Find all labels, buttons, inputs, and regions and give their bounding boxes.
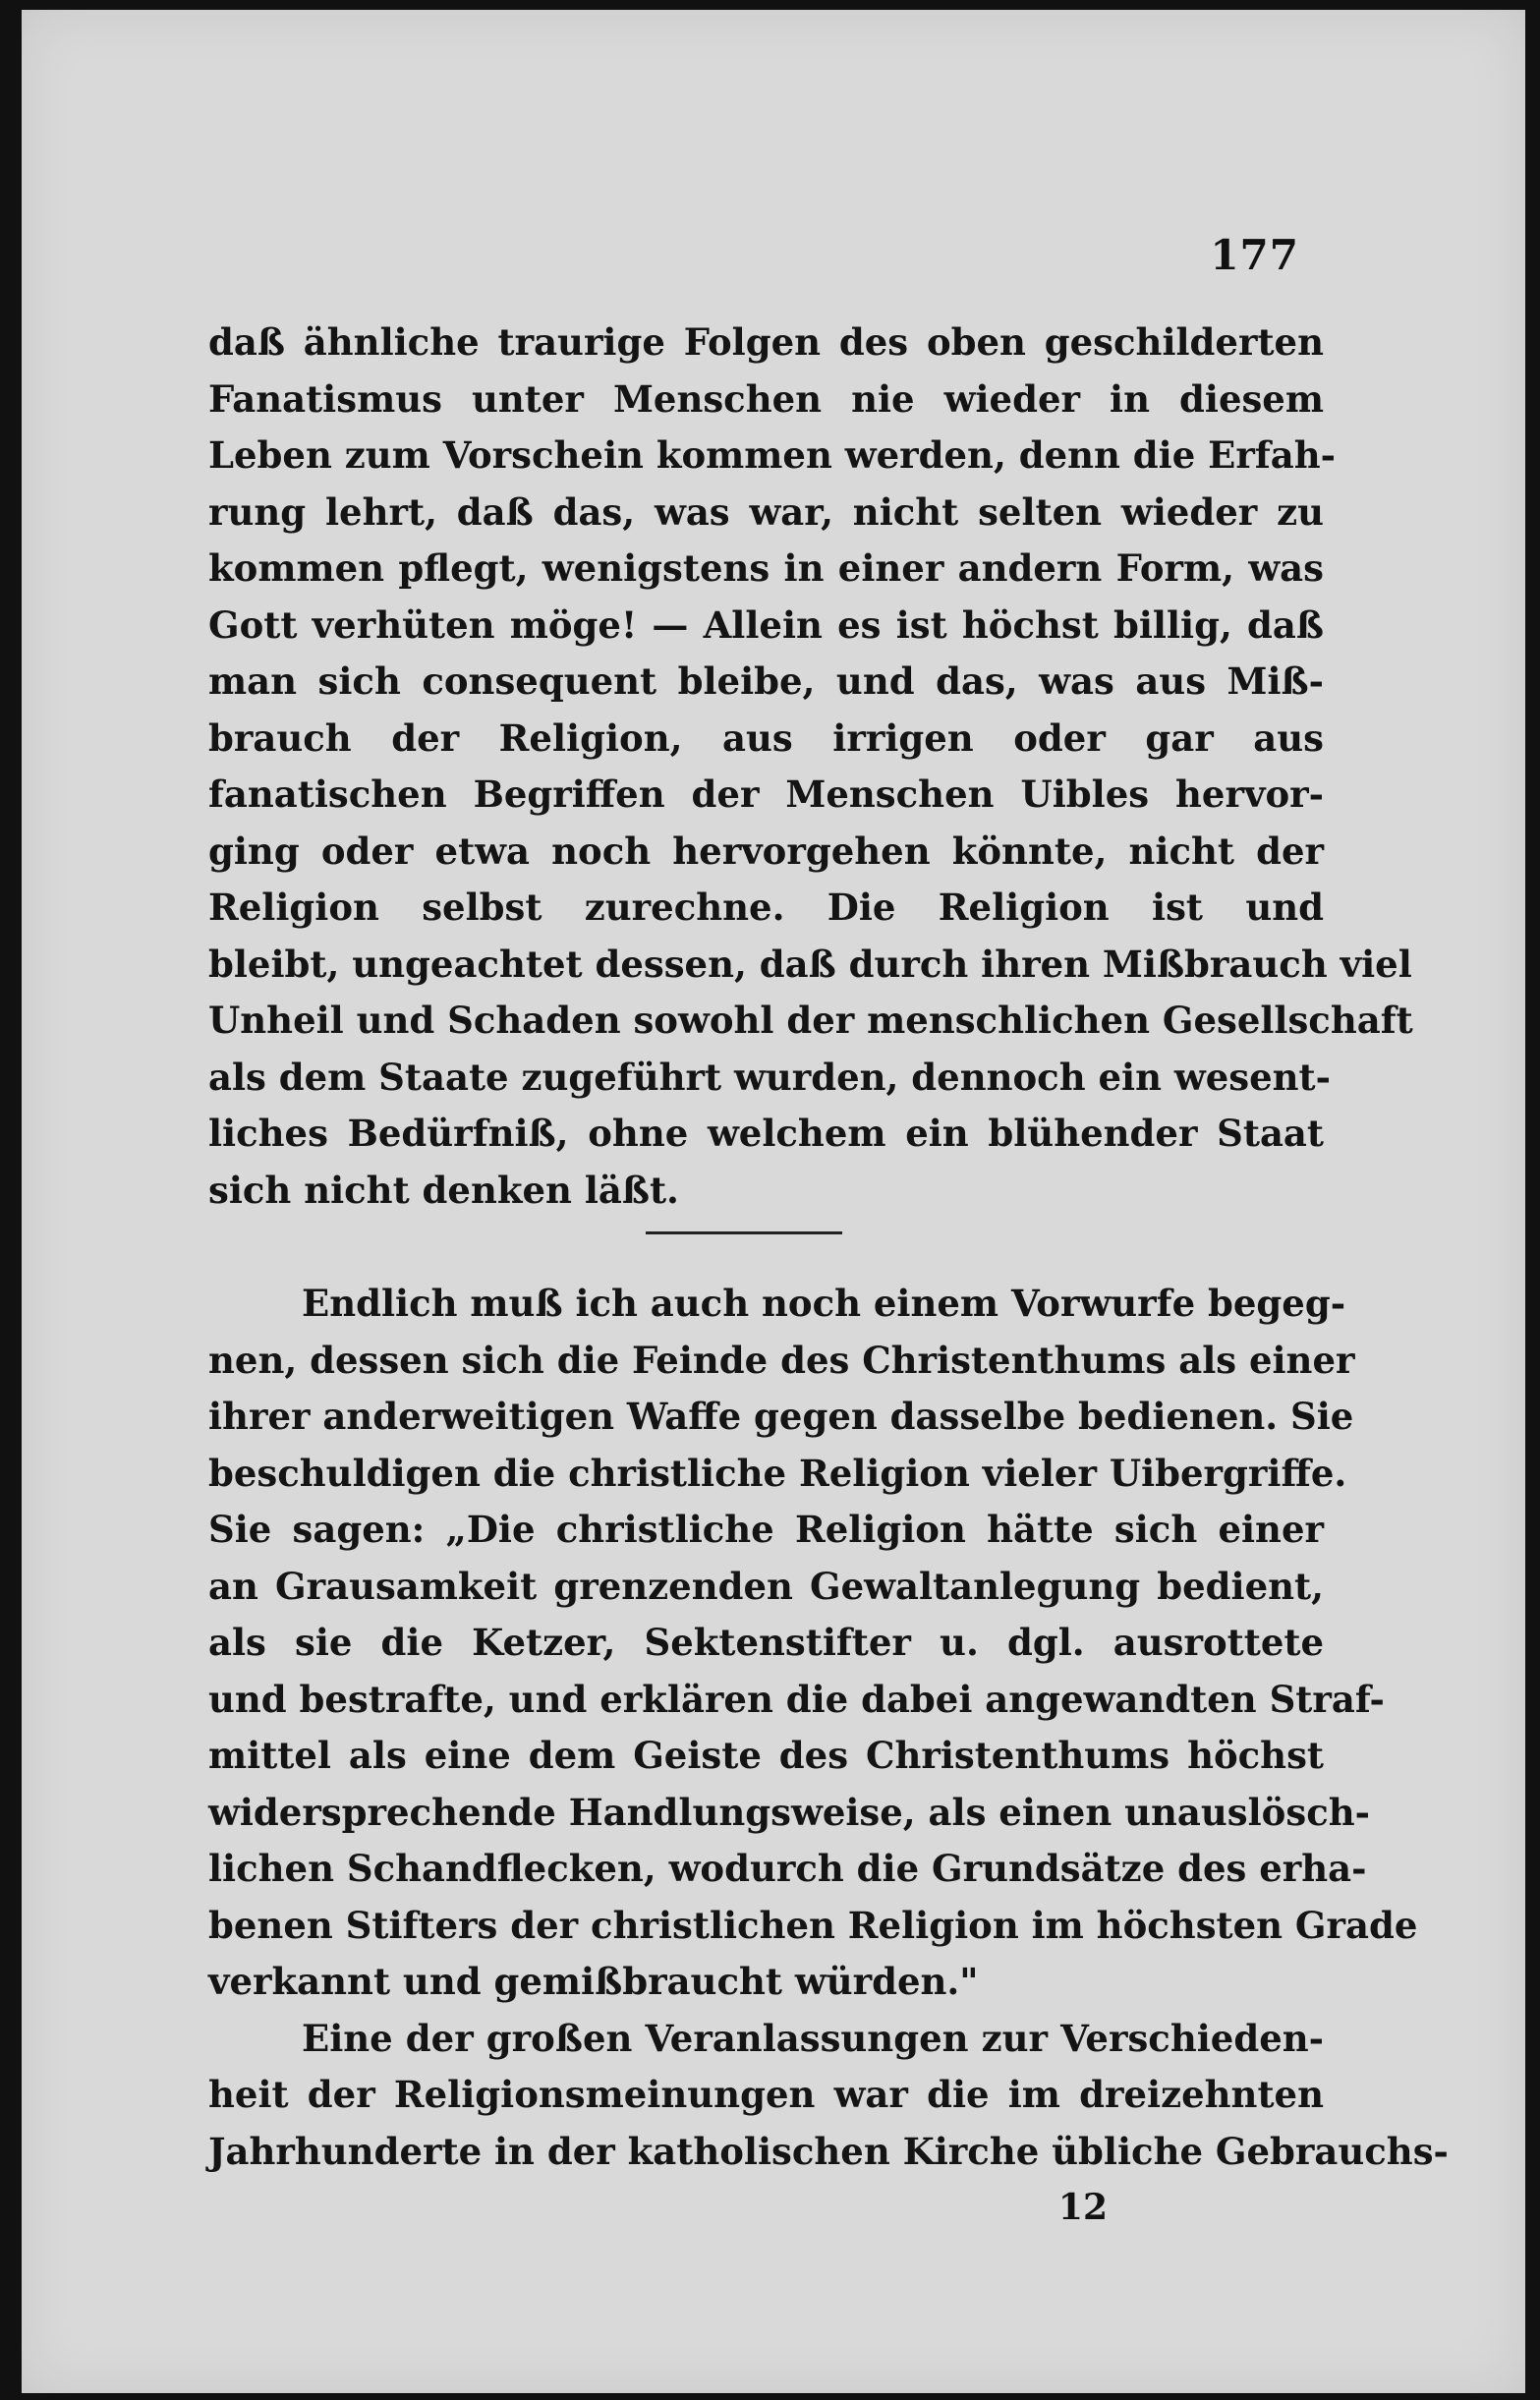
text-line: Sie sagen: „Die christliche Religion hätte sich einer	[208, 1508, 1324, 1551]
text-line: beschuldigen die christliche Religion vieler Uibergriffe.	[208, 1451, 1347, 1495]
text-line: und bestrafte, und erklären die dabei angewandten Straf-	[208, 1677, 1385, 1721]
text-line: an Grausamkeit grenzenden Gewaltanlegung bedient,	[208, 1564, 1324, 1608]
text-line: man sich consequent bleibe, und das, was aus Miß-	[208, 659, 1324, 703]
text-line: als sie die Ketzer, Sektenstifter u. dgl. ausrottete	[208, 1621, 1324, 1664]
paragraph-1	[208, 314, 1413, 1219]
text-line: kommen pflegt, wenigstens in einer andern Form, was	[208, 546, 1324, 590]
text-line: nen, dessen sich die Feinde des Christenthums als einer	[208, 1338, 1355, 1382]
text-line: fanatischen Begriffen der Menschen Uibles hervor-	[208, 772, 1324, 816]
text-line: ging oder etwa noch hervorgehen könnte, nicht der	[208, 829, 1324, 873]
text-line: Gott verhüten möge! — Allein es ist höchst billig, daß	[208, 602, 1324, 647]
paragraph-2	[208, 1276, 1449, 2180]
text-line: als dem Staate zugeführt wurden, dennoch ein wesent-	[208, 1055, 1331, 1099]
text-line: widersprechende Handlungsweise, als einen unauslösch-	[208, 1790, 1370, 1834]
section-divider	[646, 1231, 842, 1234]
text-line: mittel als eine dem Geiste des Christenthums höchst	[208, 1734, 1324, 1777]
book-page	[22, 10, 1525, 2393]
text-line: Eine der großen Veranlassungen zur Verschieden-	[302, 2016, 1324, 2060]
text-line: Fanatismus unter Menschen nie wieder in diesem	[208, 376, 1324, 421]
text-line: bleibt, ungeachtet dessen, daß durch ihren Mißbrauch viel	[208, 942, 1412, 986]
page-number: 177	[1210, 231, 1299, 279]
text-line: sich nicht denken läßt.	[208, 1168, 679, 1212]
signature-mark: 12	[1057, 2187, 1108, 2228]
text-line: Religion selbst zurechne. Die Religion ist und	[208, 886, 1324, 929]
text-line: Jahrhunderte in der katholischen Kirche übliche Gebrauchs-	[208, 2129, 1449, 2173]
text-line: Leben zum Vorschein kommen werden, denn die Erfah-	[208, 433, 1336, 477]
text-line: daß ähnliche traurige Folgen des oben geschilderten	[208, 320, 1324, 364]
text-line: Endlich muß ich auch noch einem Vorwurfe begeg-	[302, 1282, 1346, 1325]
text-line: ihrer anderweitigen Waffe gegen dasselbe bedienen. Sie	[208, 1395, 1354, 1438]
text-line: heit der Religionsmeinungen war die im dreizehnten	[208, 2073, 1324, 2116]
text-line: brauch der Religion, aus irrigen oder gar aus	[208, 715, 1324, 760]
text-line: benen Stifters der christlichen Religion im höchsten Grade	[208, 1903, 1418, 1947]
text-line: lichen Schandflecken, wodurch die Grundsätze des erha-	[208, 1847, 1367, 1890]
text-line: liches Bedürfniß, ohne welchem ein blühender Staat	[208, 1112, 1324, 1155]
text-line: rung lehrt, daß das, was war, nicht selten wieder zu	[208, 489, 1324, 534]
text-line: verkannt und gemißbraucht würden."	[208, 1960, 979, 2003]
text-line: Unheil und Schaden sowohl der menschlichen Gesellschaft	[208, 999, 1413, 1042]
